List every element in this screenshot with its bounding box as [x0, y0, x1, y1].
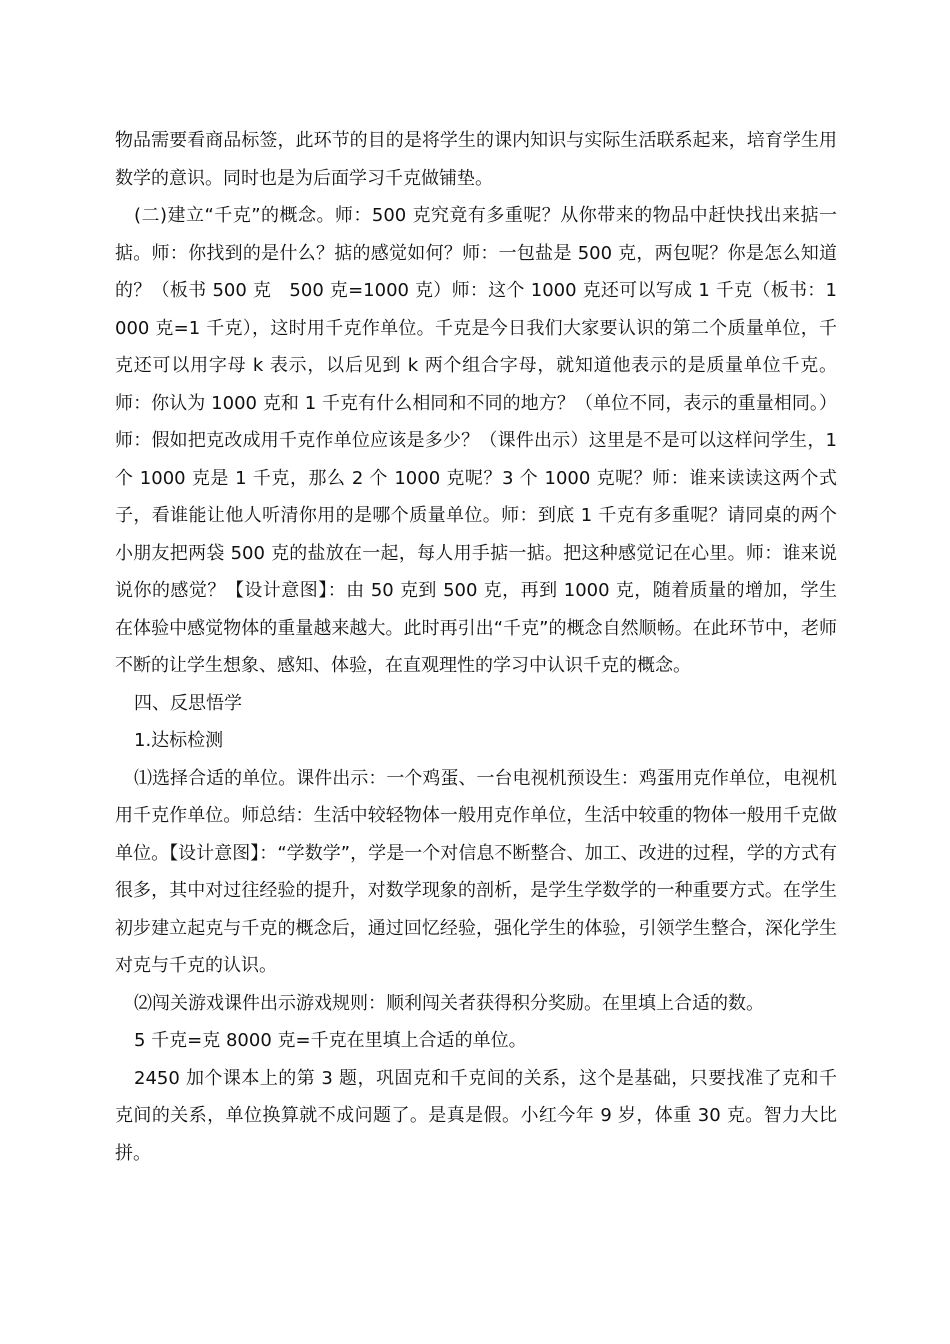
paragraph-game-rules: ⑵闯关游戏课件出示游戏规则：顺利闯关者获得积分奖励。在里填上合适的数。 [134, 992, 764, 1014]
paragraph-choose-unit: ⑴选择合适的单位。课件出示：一个鸡蛋、一台电视机预设生：鸡蛋用克作单位，电视机用千克作单位。师总结：生活中较轻物体一般用克作单位，生活中较重的物体一般用千克做单位。【设计意图】：“学数学”，学是一个对信息不断整合、加工、改进的过程，学的方式有很多，其中对过往经验的提升，对数学现象的剖析，是学生学数学的一种重要方式。在学生初步建立起克与千克的概念后，通过回忆经验，强化学生的体验，引领学生整合，深化学生对克与千克的认识。 [115, 767, 837, 976]
paragraph-intro-continuation: 物品需要看商品标签，此环节的目的是将学生的课内知识与实际生活联系起来，培育学生用数学的意识。同时也是为后面学习千克做铺垫。 [115, 130, 837, 189]
paragraph-fill-in: 5 千克=克 8000 克=千克在里填上合适的单位。 [134, 1030, 527, 1051]
subsection-heading-assessment: 1.达标检测 [134, 730, 224, 751]
paragraph-kilogram-concept: (二)建立“千克”的概念。师：500 克究竟有多重呢？从你带来的物品中赶快找出来掂一掂。师：你找到的是什么？掂的感觉如何？师：一包盐是 500 克，两包呢？你是怎么知道的？（板书 500 克 500 克=1000 克）师：这个 1000 克还可以写成 1 千克（板书：1000 克=1 千克），这时用千克作单位。千克是今日我们大家要认识的第二个质量单位，千克还可以用字母 k 表示，以后见到 k 两个组合字母，就知道他表示的是质量单位千克。师：你认为 1000 克和 1 千克有什么相同和不同的地方？（单位不同，表示的重量相同。）师：假如把克改成用千克作单位应该是多少？（课件出示）这里是不是可以这样问学生，1 个 1000 克是 1 千克，那么 2 个 1000 克呢？3 个 1000 克呢？师：谁来读读这两个式子，看谁能让他人听清你用的是哪个质量单位。师：到底 1 千克有多重呢？请同桌的两个小朋友把两袋 500 克的盐放在一起，每人用手掂一掂。把这种感觉记在心里。师：谁来说说你的感觉？【设计意图】：由 50 克到 500 克，再到 1000 克，随着质量的增加，学生在体验中感觉物体的重量越来越大。此时再引出“千克”的概念自然顺畅。在此环节中，老师不断的让学生想象、感知、体验，在直观理性的学习中认识千克的概念。 [115, 205, 837, 676]
paragraph-textbook-exercise: 2450 加个课本上的第 3 题，巩固克和千克间的关系，这个是基础，只要找准了克和千克间的关系，单位换算就不成问题了。是真是假。小红今年 9 岁，体重 30 克。智力大比拼。 [115, 1067, 837, 1164]
document-body [115, 122, 837, 1172]
section-heading-reflection: 四、反思悟学 [134, 692, 242, 714]
